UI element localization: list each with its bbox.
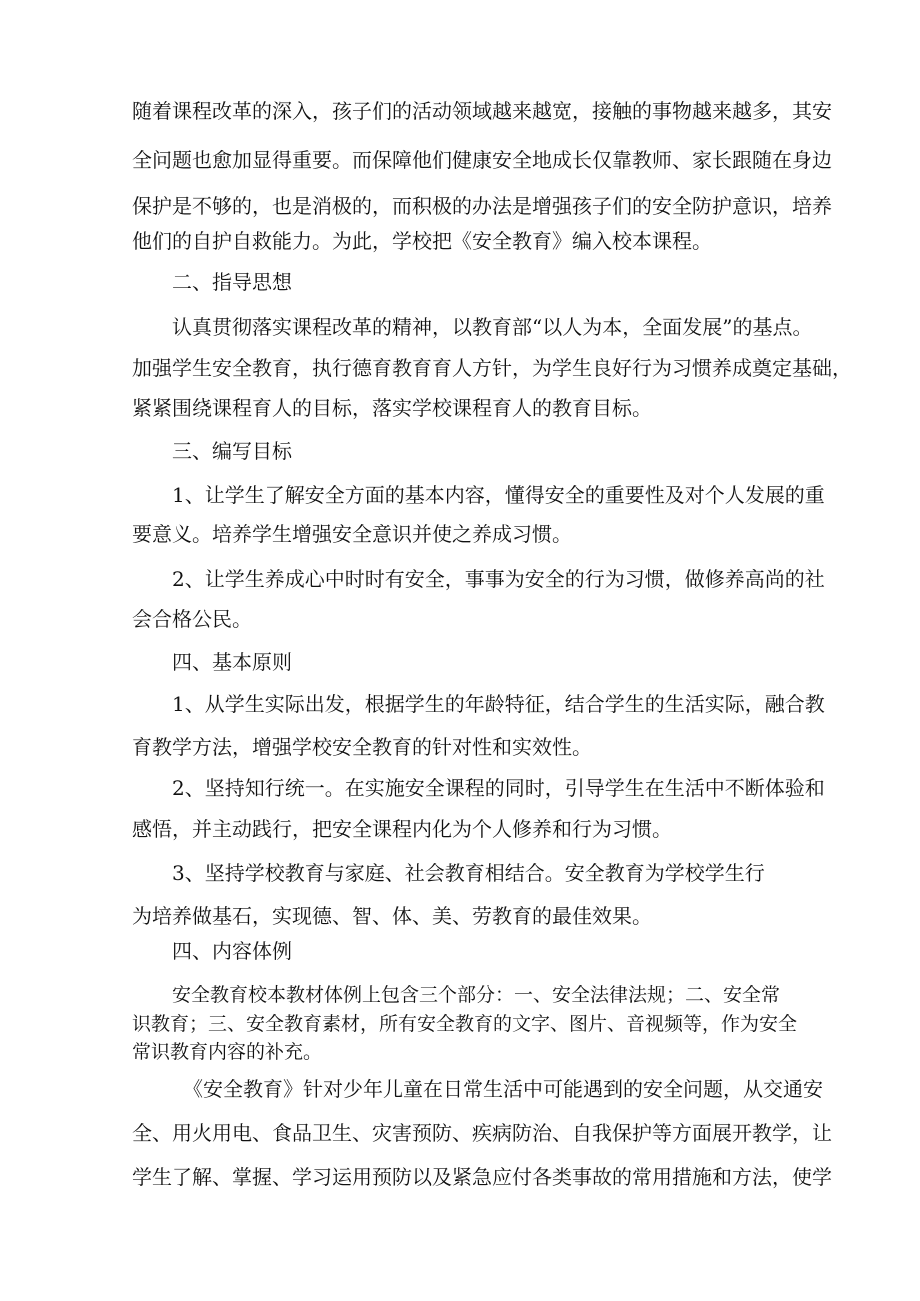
principle-1-line-1: 1、从学生实际出发，根据学生的年龄特征，结合学生的生活实际，融合教 (172, 692, 825, 716)
content-line-2: 识教育；三、安全教育素材，所有安全教育的文字、图片、音视频等，作为安全 (132, 1013, 798, 1035)
heading-basic-principles: 四、基本原则 (172, 650, 292, 674)
description-line-2: 全、用火用电、食品卫生、灾害预防、疾病防治、自我保护等方面展开教学，让 (132, 1121, 832, 1145)
guiding-line-3: 紧紧围绕课程育人的目标，落实学校课程育人的教育目标。 (132, 396, 652, 420)
intro-line-1: 随着课程改革的深入，孩子们的活动领域越来越宽，接触的事物越来越多，其安 (132, 99, 832, 123)
heading-guiding-thought: 二、指导思想 (172, 270, 292, 294)
guiding-line-2: 加强学生安全教育，执行德育教育育人方针，为学生良好行为习惯养成奠定基础， (132, 356, 852, 380)
goal-1-line-1: 1、让学生了解安全方面的基本内容，懂得安全的重要性及对个人发展的重 (172, 483, 825, 507)
principle-3-line-1: 3、坚持学校教育与家庭、社会教育相结合。安全教育为学校学生行 (172, 861, 765, 885)
intro-line-4: 他们的自护自救能力。为此，学校把《安全教育》编入校本课程。 (132, 229, 712, 253)
description-line-3: 学生了解、掌握、学习运用预防以及紧急应付各类事故的常用措施和方法，使学 (132, 1165, 832, 1189)
intro-line-3: 保护是不够的，也是消极的，而积极的办法是增强孩子们的安全防护意识，培养 (132, 194, 832, 218)
principle-1-line-2: 育教学方法，增强学校安全教育的针对性和实效性。 (132, 735, 592, 759)
description-line-1: 《安全教育》针对少年儿童在日常生活中可能遇到的安全问题，从交通安 (183, 1077, 823, 1101)
principle-2-line-2: 感悟，并主动践行，把安全课程内化为个人修养和行为习惯。 (132, 817, 672, 841)
intro-line-2: 全问题也愈加显得重要。而保障他们健康安全地成长仅靠教师、家长跟随在身边 (132, 148, 832, 172)
content-line-3: 常识教育内容的补充。 (132, 1041, 323, 1063)
principle-2-line-1: 2、坚持知行统一。在实施安全课程的同时，引导学生在生活中不断体验和 (172, 776, 825, 800)
guiding-line-1: 认真贯彻落实课程改革的精神，以教育部“以人为本，全面发展”的基点。 (172, 315, 813, 339)
goal-2-line-2: 会合格公民。 (132, 607, 252, 631)
content-line-1: 安全教育校本教材体例上包含三个部分：一、安全法律法规；二、安全常 (172, 984, 781, 1006)
goal-2-line-1: 2、让学生养成心中时时有安全，事事为安全的行为习惯，做修养高尚的社 (172, 567, 825, 591)
heading-content-format: 四、内容体例 (172, 939, 292, 963)
goal-1-line-2: 要意义。培养学生增强安全意识并使之养成习惯。 (132, 522, 572, 546)
principle-3-line-2: 为培养做基石，实现德、智、体、美、劳教育的最佳效果。 (132, 904, 652, 928)
heading-writing-goals: 三、编写目标 (172, 439, 292, 463)
